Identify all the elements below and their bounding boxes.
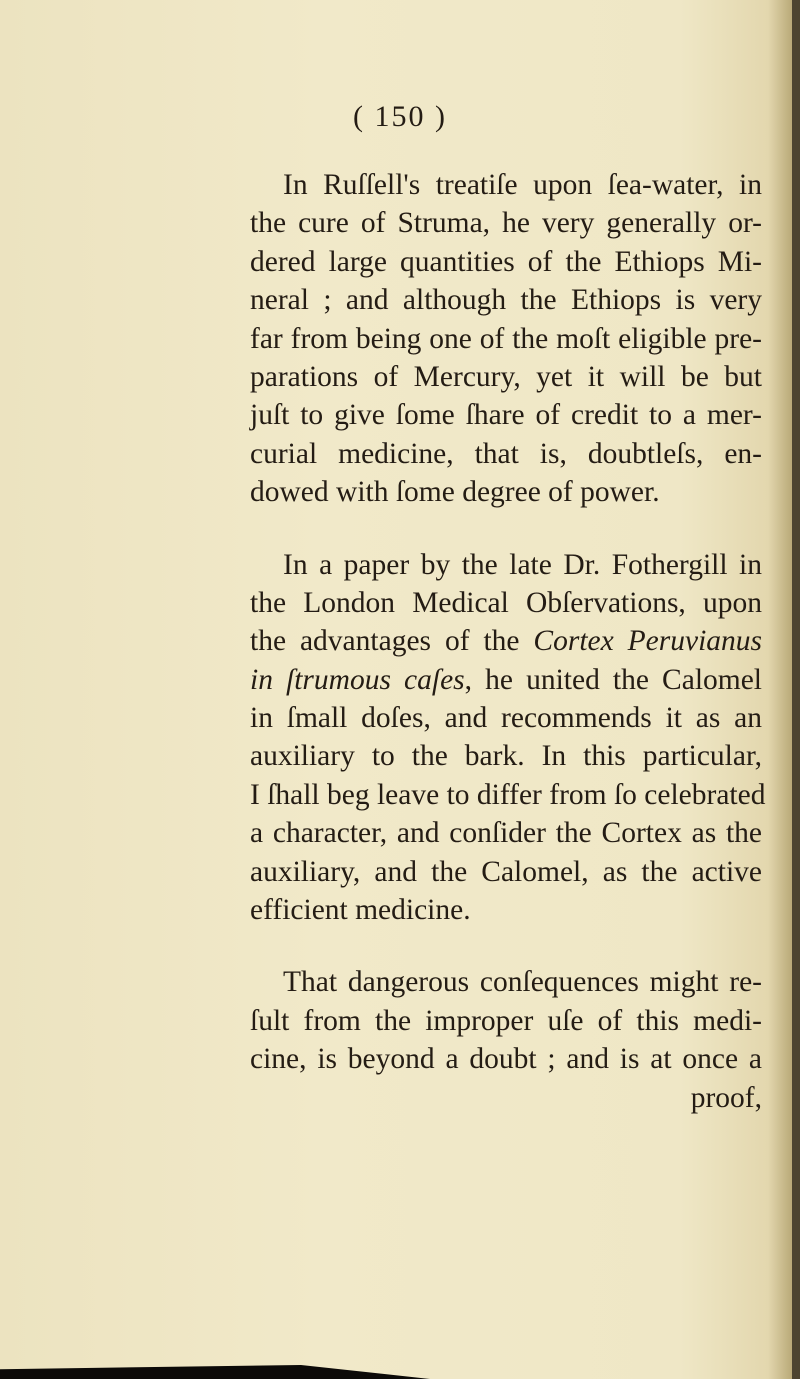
text-line — [250, 166, 762, 204]
text-line — [250, 814, 762, 852]
text-line — [250, 473, 762, 511]
text-line — [250, 546, 762, 584]
text-segment: the cure of Struma, he very generally or- — [250, 207, 762, 240]
italic-text: in ſtrumous caſes — [250, 663, 465, 696]
text-segment: That dangerous conſequences might re- — [283, 966, 762, 999]
text-segment: neral ; and although the Ethiops is very — [250, 284, 762, 317]
text-segment: efficient medicine. — [250, 894, 471, 927]
text-segment: auxiliary to the bark. In this particular, — [250, 740, 762, 773]
text-line — [250, 396, 762, 434]
text-segment: I ſhall beg leave to differ from ſo celebrated — [250, 778, 766, 811]
text-line — [250, 204, 762, 242]
text-segment: , he united the Calomel — [464, 663, 763, 696]
paragraph-gap — [250, 512, 762, 546]
text-segment: dered large quantities of the Ethiops Mi- — [250, 245, 762, 278]
text-segment: parations of Mercury, yet it will be but — [250, 360, 762, 393]
text-line — [250, 622, 762, 660]
text-line — [250, 243, 762, 281]
text-line — [250, 1040, 762, 1078]
text-segment: curial medicine, that is, doubtleſs, en- — [250, 437, 762, 470]
text-line — [250, 963, 762, 1001]
italic-text: Cortex Peruvianus — [533, 625, 763, 658]
text-segment: juſt to give ſome ſhare of credit to a mer- — [250, 399, 762, 432]
text-segment: the advantages of the — [250, 625, 534, 658]
text-line — [250, 584, 762, 622]
paragraph-gap — [250, 929, 762, 963]
text-line — [250, 853, 762, 891]
text-segment: the London Medical Obſervations, upon — [250, 586, 762, 619]
text-segment: auxiliary, and the Calomel, as the active — [250, 855, 762, 888]
text-line — [250, 358, 762, 396]
text-line — [250, 661, 762, 699]
text-segment: ſult from the improper uſe of this medi- — [250, 1004, 762, 1037]
text-segment: In a paper by the late Dr. Fothergill in — [283, 548, 762, 581]
text-segment: In Ruſſell's treatiſe upon ſea-water, in — [283, 169, 762, 201]
text-segment: in ſmall doſes, and recommends it as an — [250, 702, 762, 735]
scan-shadow — [0, 1365, 430, 1379]
text-line — [250, 320, 762, 358]
text-line — [250, 435, 762, 473]
page-edge — [792, 0, 800, 1379]
page-number: ( 150 ) — [353, 100, 447, 133]
text-segment: dowed with ſome degree of power. — [250, 476, 660, 509]
text-segment: far from being one of the moſt eligible pre- — [250, 322, 762, 355]
text-line — [250, 737, 762, 775]
text-segment: a character, and conſider the Cortex as the — [250, 817, 762, 850]
text-line — [250, 281, 762, 319]
text-line — [250, 776, 766, 814]
text-segment: proof, — [690, 1081, 762, 1114]
text-segment: cine, is beyond a doubt ; and is at once a — [250, 1043, 762, 1076]
text-line — [250, 699, 762, 737]
body-text — [250, 166, 766, 1117]
text-line — [250, 891, 762, 929]
text-line — [250, 1002, 762, 1040]
text-line — [250, 1079, 762, 1117]
